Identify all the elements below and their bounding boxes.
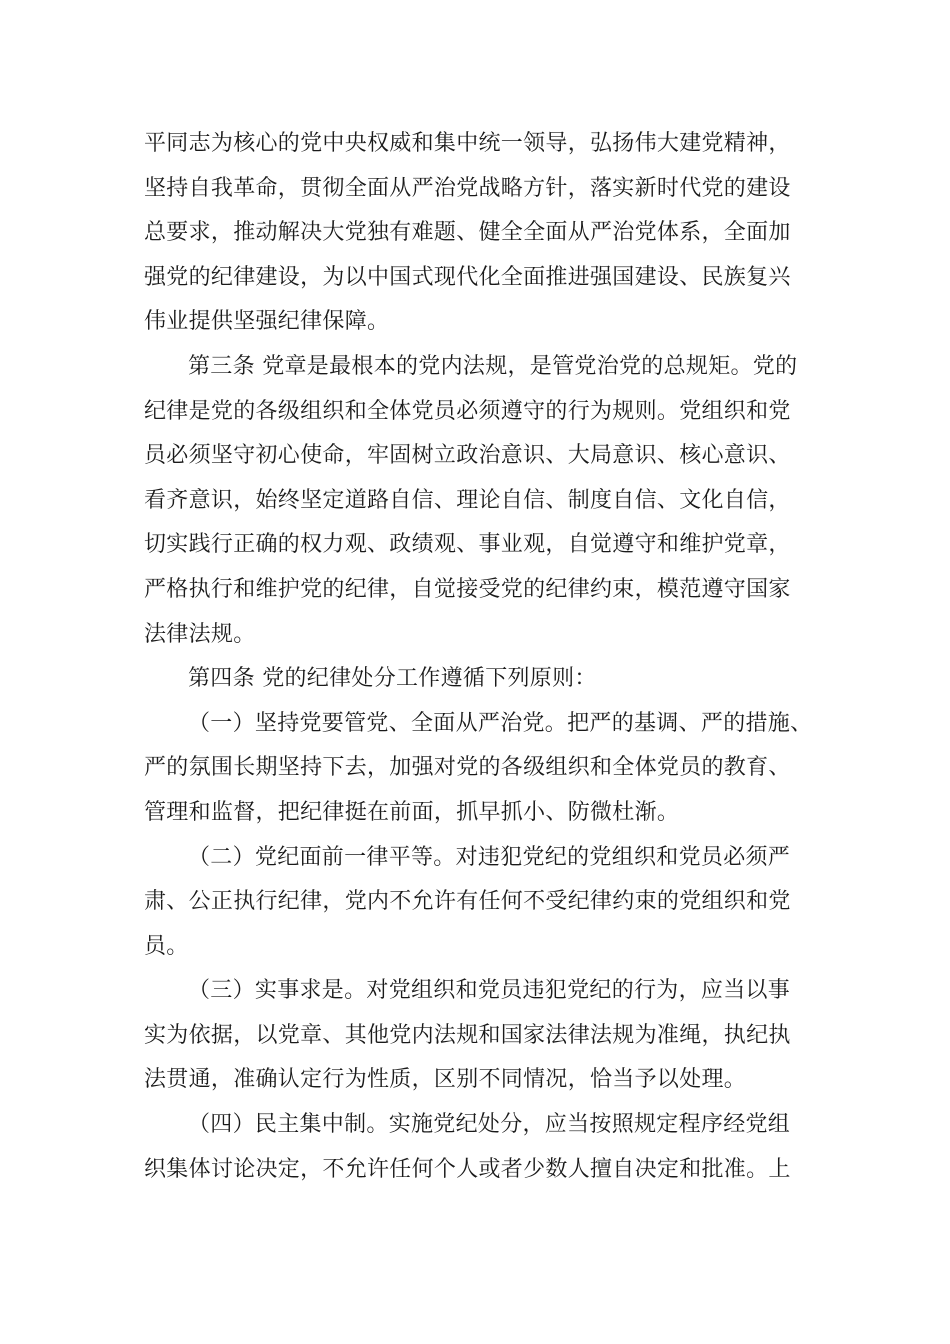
text-line: 管理和监督，把纪律挺在前面，抓早抓小、防微杜渐。	[144, 799, 680, 825]
text-line: 严格执行和维护党的纪律，自觉接受党的纪律约束，模范遵守国家	[144, 576, 791, 602]
text-line: 坚持自我革命，贯彻全面从严治党战略方针，落实新时代党的建设	[144, 175, 791, 201]
text-line: 法贯通，准确认定行为性质，区别不同情况，恰当予以处理。	[144, 1067, 747, 1093]
text-line: 肃、公正执行纪律，党内不允许有任何不受纪律约束的党组织和党	[144, 889, 791, 915]
text-line: （三）实事求是。对党组织和党员违犯党纪的行为，应当以事	[188, 978, 791, 1004]
text-line: 严的氛围长期坚持下去，加强对党的各级组织和全体党员的教育、	[144, 755, 791, 781]
text-line: 纪律是党的各级组织和全体党员必须遵守的行为规则。党组织和党	[144, 398, 791, 424]
text-line: 员必须坚守初心使命，牢固树立政治意识、大局意识、核心意识、	[144, 443, 791, 469]
body-text	[144, 122, 813, 1192]
text-line: 切实践行正确的权力观、政绩观、事业观，自觉遵守和维护党章，	[144, 532, 791, 558]
text-line: 看齐意识，始终坚定道路自信、理论自信、制度自信、文化自信，	[144, 487, 791, 513]
text-line: （一）坚持党要管党、全面从严治党。把严的基调、严的措施、	[188, 710, 813, 736]
text-line: 第三条 党章是最根本的党内法规，是管党治党的总规矩。党的	[188, 353, 798, 379]
text-line: 总要求，推动解决大党独有难题、健全全面从严治党体系，全面加	[144, 220, 791, 246]
text-line: 织集体讨论决定，不允许任何个人或者少数人擅自决定和批准。上	[144, 1156, 791, 1182]
text-line: （二）党纪面前一律平等。对违犯党纪的党组织和党员必须严	[188, 844, 791, 870]
text-line: 强党的纪律建设，为以中国式现代化全面推进强国建设、民族复兴	[144, 264, 791, 290]
text-line: 伟业提供坚强纪律保障。	[144, 309, 390, 335]
text-line: 第四条 党的纪律处分工作遵循下列原则：	[188, 666, 597, 692]
text-line: 法律法规。	[144, 621, 256, 647]
text-line: 实为依据，以党章、其他党内法规和国家法律法规为准绳，执纪执	[144, 1022, 791, 1048]
text-line: 员。	[144, 933, 189, 959]
text-line: 平同志为核心的党中央权威和集中统一领导，弘扬伟大建党精神，	[144, 131, 791, 156]
text-line: （四）民主集中制。实施党纪处分，应当按照规定程序经党组	[188, 1112, 791, 1138]
